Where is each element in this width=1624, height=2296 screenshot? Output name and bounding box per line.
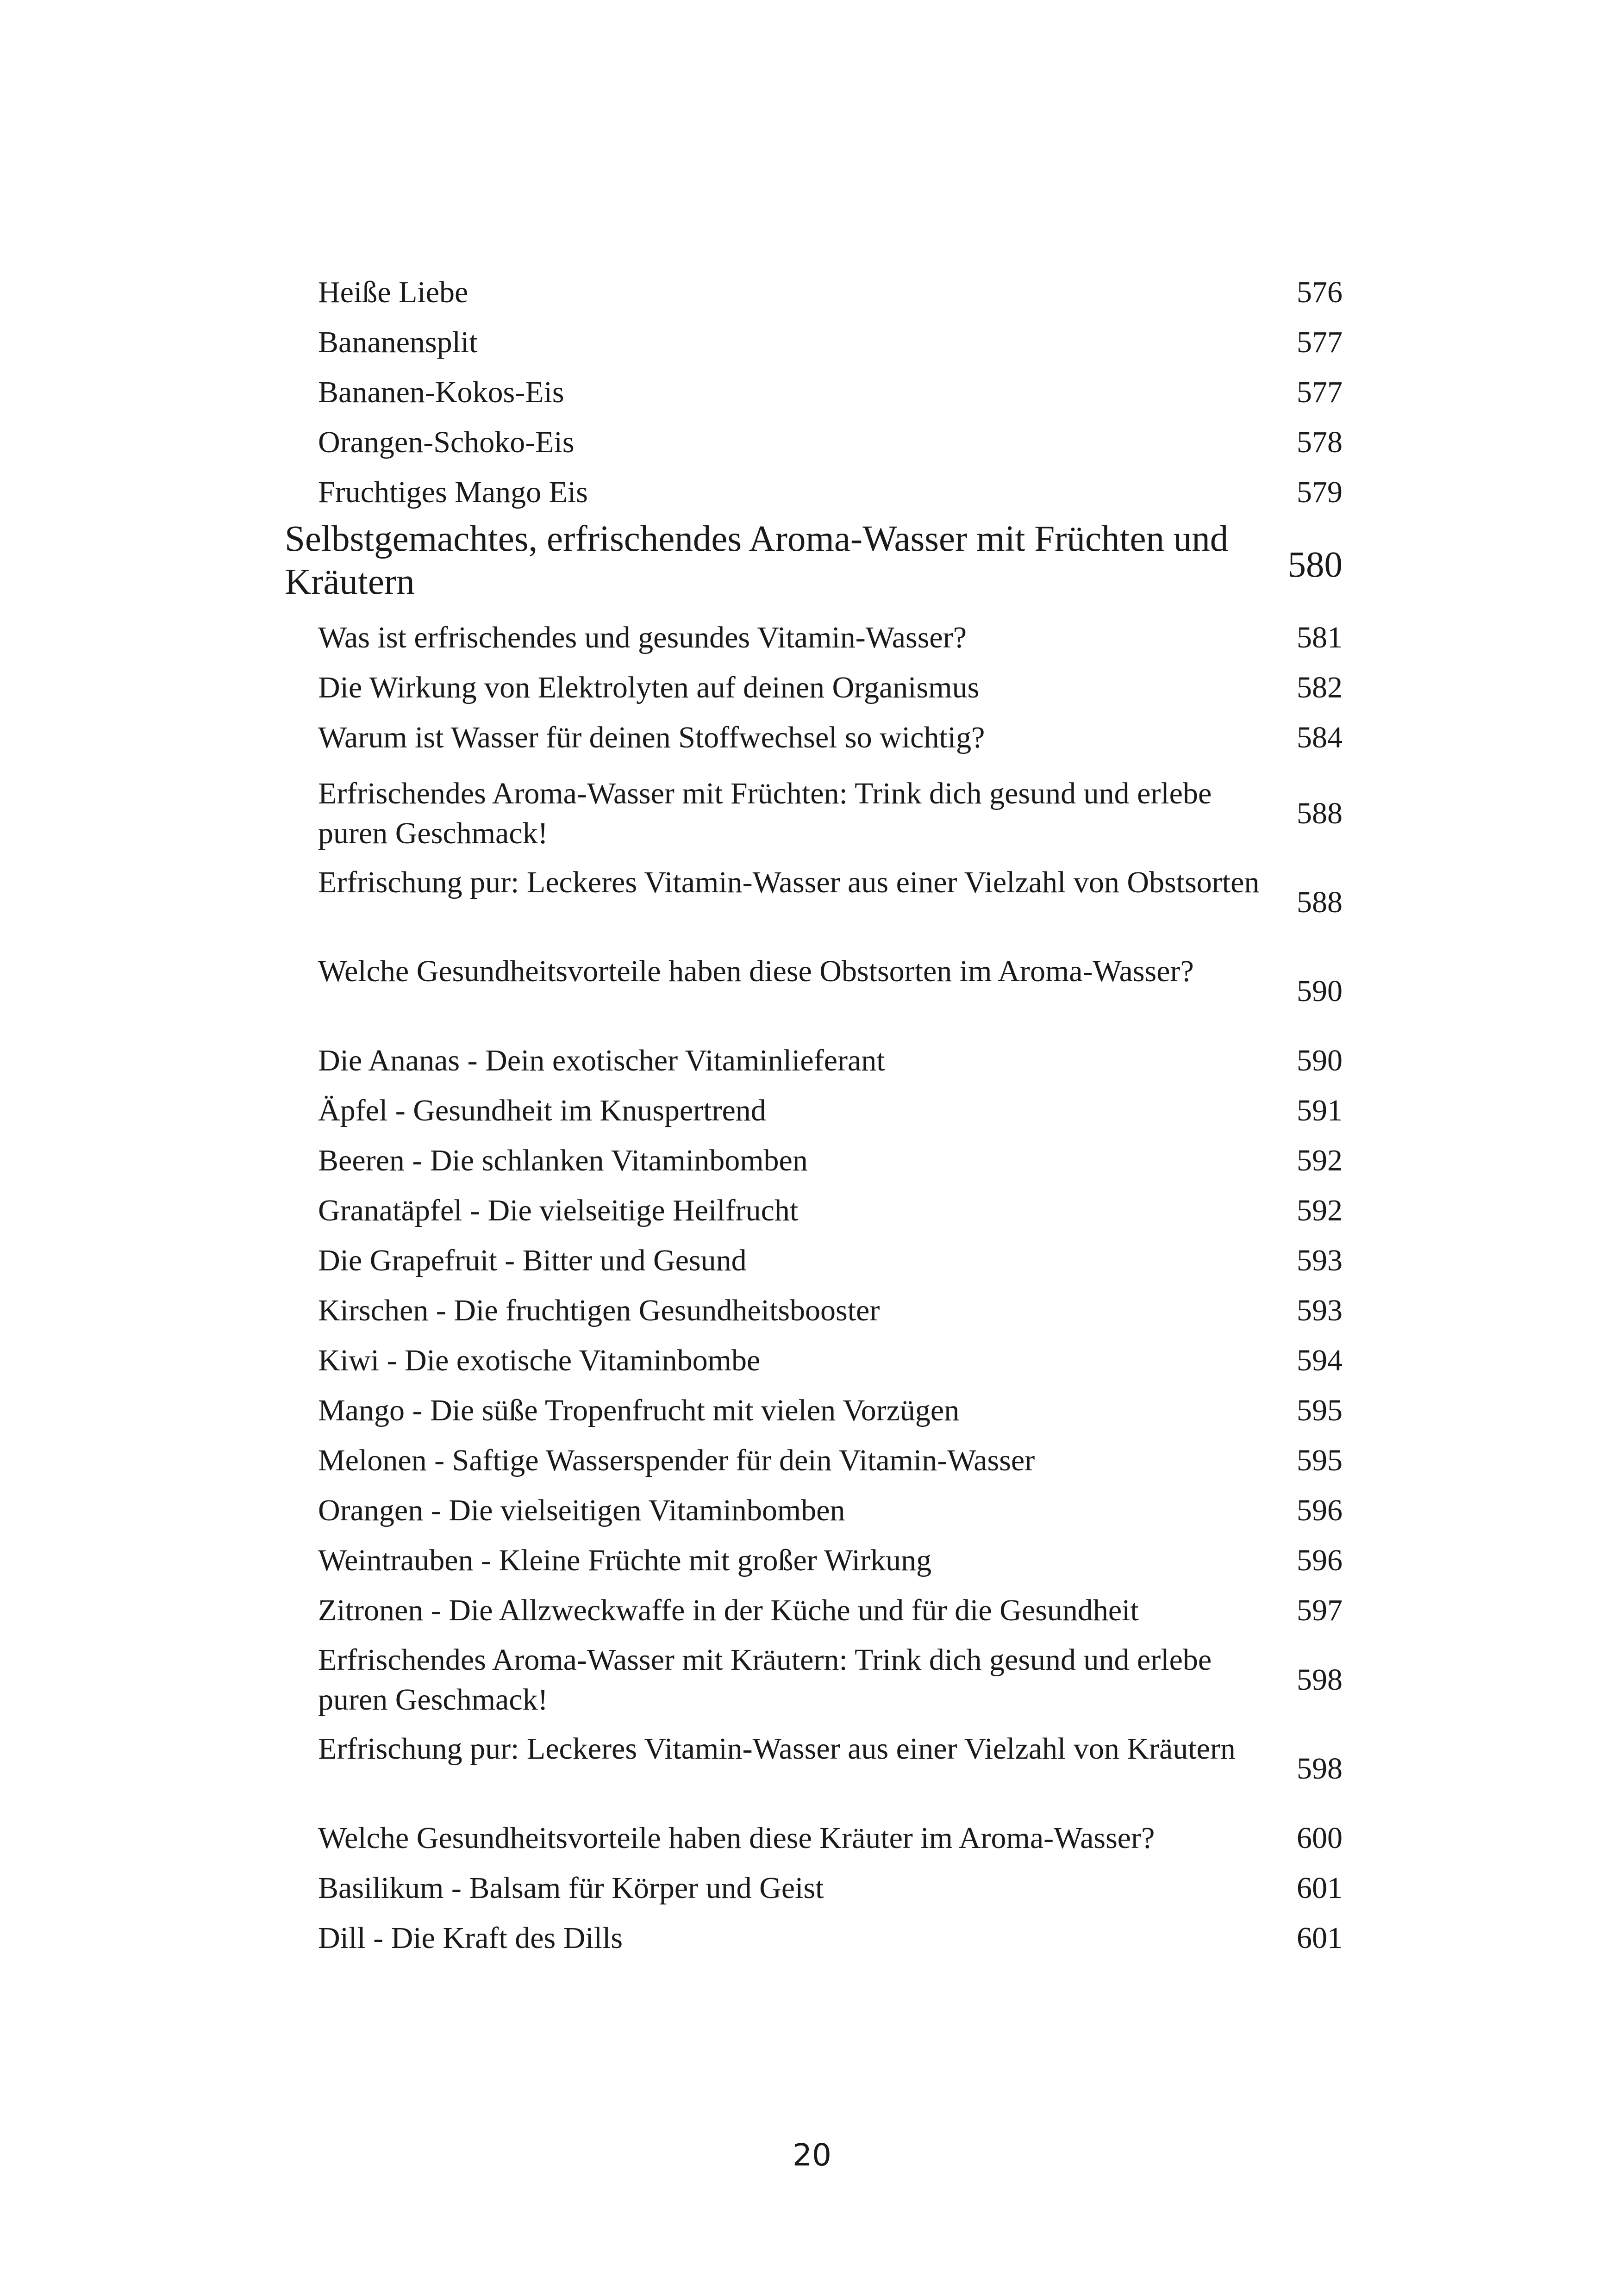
toc-page-number: 600 — [1297, 1821, 1343, 1855]
toc-entry-title: Beeren - Die schlanken Vitaminbomben — [318, 1144, 808, 1177]
toc-entry-title: Basilikum - Balsam für Körper und Geist — [318, 1871, 824, 1905]
toc-entry-row — [285, 1336, 1343, 1386]
toc-entry-title: Melonen - Saftige Wasserspender für dein Vitamin-Wasser — [318, 1444, 1035, 1477]
toc-page-number: 593 — [1297, 1244, 1343, 1277]
toc-page-number: 594 — [1297, 1344, 1343, 1377]
toc-entry-title: Granatäpfel - Die vielseitige Heilfrucht — [318, 1194, 799, 1227]
toc-entry-row — [285, 1036, 1343, 1086]
toc-entry-title: Bananensplit — [318, 325, 478, 359]
toc-entry-title: Orangen - Die vielseitigen Vitaminbomben — [318, 1493, 845, 1527]
toc-entry-row — [285, 858, 1343, 947]
toc-entry-title: Mango - Die süße Tropenfrucht mit vielen Vorzügen — [318, 1394, 960, 1427]
toc-entry-title: Dill - Die Kraft des Dills — [318, 1921, 623, 1955]
toc-entry-title: Warum ist Wasser für deinen Stoffwechsel so wichtig? — [318, 721, 985, 754]
toc-page-number: 591 — [1297, 1094, 1343, 1127]
toc-entry-title: Was ist erfrischendes und gesundes Vitamin-Wasser? — [318, 621, 967, 654]
toc-entry-row — [285, 1286, 1343, 1336]
toc-page-number: 598 — [1297, 1752, 1343, 1786]
toc-entry-title: Erfrischendes Aroma-Wasser mit Früchten: Trink dich gesund und erlebe puren Geschmack! — [318, 777, 1212, 850]
toc-entry-row — [285, 947, 1343, 1036]
toc-entry-title: Welche Gesundheitsvorteile haben diese Obstsorten im Aroma-Wasser? — [318, 954, 1194, 988]
toc-entry-title: Orangen-Schoko-Eis — [318, 425, 575, 459]
toc-entry-row — [285, 1236, 1343, 1286]
toc-entry-row — [285, 1436, 1343, 1486]
toc-page-number: 597 — [1297, 1593, 1343, 1627]
toc-page-number: 588 — [1297, 796, 1343, 830]
toc-page-number: 595 — [1297, 1444, 1343, 1477]
toc-entry-row — [285, 268, 1343, 317]
toc-entry-row — [285, 317, 1343, 367]
page-number: 20 — [793, 2137, 831, 2173]
toc-page-number: 590 — [1297, 974, 1343, 1008]
toc-entry-title: Die Wirkung von Elektrolyten auf deinen Organismus — [318, 671, 980, 704]
toc-entry-row — [285, 1136, 1343, 1186]
toc-entry-title: Erfrischendes Aroma-Wasser mit Kräutern: Trink dich gesund und erlebe puren Geschmack! — [318, 1643, 1212, 1717]
toc-entry-title: Fruchtiges Mango Eis — [318, 475, 588, 509]
toc-page-number: 592 — [1297, 1194, 1343, 1227]
toc-page-number: 577 — [1297, 375, 1343, 409]
toc-entry-row — [285, 1724, 1343, 1813]
table-of-contents — [285, 268, 1343, 1963]
toc-page-number: 596 — [1297, 1493, 1343, 1527]
toc-entry-row — [285, 613, 1343, 663]
toc-entry-row — [285, 367, 1343, 417]
toc-entry-row — [285, 467, 1343, 517]
toc-page-number: 598 — [1297, 1663, 1343, 1697]
toc-page-number: 593 — [1297, 1294, 1343, 1327]
toc-entry-title: Erfrischung pur: Leckeres Vitamin-Wasser aus einer Vielzahl von Obstsorten — [318, 865, 1260, 899]
toc-entry-row — [285, 1386, 1343, 1436]
toc-page-number: 601 — [1297, 1921, 1343, 1955]
toc-page-number: 577 — [1297, 325, 1343, 359]
toc-page-number: 590 — [1297, 1044, 1343, 1077]
toc-page-number: 596 — [1297, 1543, 1343, 1577]
toc-entry-title: Kirschen - Die fruchtigen Gesundheitsbooster — [318, 1294, 880, 1327]
toc-entry-row — [285, 663, 1343, 713]
toc-page-number: 595 — [1297, 1394, 1343, 1427]
toc-page-number: 579 — [1297, 475, 1343, 509]
toc-entry-title: Weintrauben - Kleine Früchte mit großer Wirkung — [318, 1543, 932, 1577]
toc-chapter-row — [285, 517, 1343, 613]
toc-entry-row — [285, 1863, 1343, 1913]
toc-entry-row — [285, 1913, 1343, 1963]
toc-entry-title: Welche Gesundheitsvorteile haben diese Kräuter im Aroma-Wasser? — [318, 1821, 1155, 1855]
toc-entry-title: Bananen-Kokos-Eis — [318, 375, 564, 409]
toc-entry-row — [285, 1636, 1343, 1724]
toc-entry-title: Kiwi - Die exotische Vitaminbombe — [318, 1344, 761, 1377]
toc-entry-row — [285, 1536, 1343, 1586]
toc-page-number: 584 — [1297, 721, 1343, 754]
spacer — [285, 763, 1343, 769]
toc-entry-row — [285, 417, 1343, 467]
toc-entry-row — [285, 769, 1343, 858]
toc-page-number: 601 — [1297, 1871, 1343, 1905]
toc-entry-title: Zitronen - Die Allzweckwaffe in der Küche und für die Gesundheit — [318, 1593, 1139, 1627]
toc-entry-row — [285, 1586, 1343, 1636]
toc-chapter-title: Selbstgemachtes, erfrischendes Aroma-Wasser mit Früchten und Kräutern — [285, 519, 1229, 602]
toc-page-number: 592 — [1297, 1144, 1343, 1177]
toc-page-number: 576 — [1297, 275, 1343, 309]
toc-entry-title: Die Ananas - Dein exotischer Vitaminlieferant — [318, 1044, 885, 1077]
toc-entry-title: Erfrischung pur: Leckeres Vitamin-Wasser aus einer Vielzahl von Kräutern — [318, 1732, 1236, 1766]
toc-entry-row — [285, 1086, 1343, 1136]
toc-entry-title: Äpfel - Gesundheit im Knuspertrend — [318, 1094, 766, 1127]
toc-entry-row — [285, 1486, 1343, 1536]
toc-page-number: 588 — [1297, 885, 1343, 919]
toc-entry-row — [285, 1186, 1343, 1236]
toc-entry-title: Die Grapefruit - Bitter und Gesund — [318, 1244, 747, 1277]
toc-entry-row — [285, 1813, 1343, 1863]
toc-entry-row — [285, 713, 1343, 763]
toc-page-number: 580 — [1287, 545, 1343, 585]
toc-page-number: 581 — [1297, 621, 1343, 654]
toc-page-number: 578 — [1297, 425, 1343, 459]
toc-entry-title: Heiße Liebe — [318, 275, 468, 309]
toc-page-number: 582 — [1297, 671, 1343, 704]
